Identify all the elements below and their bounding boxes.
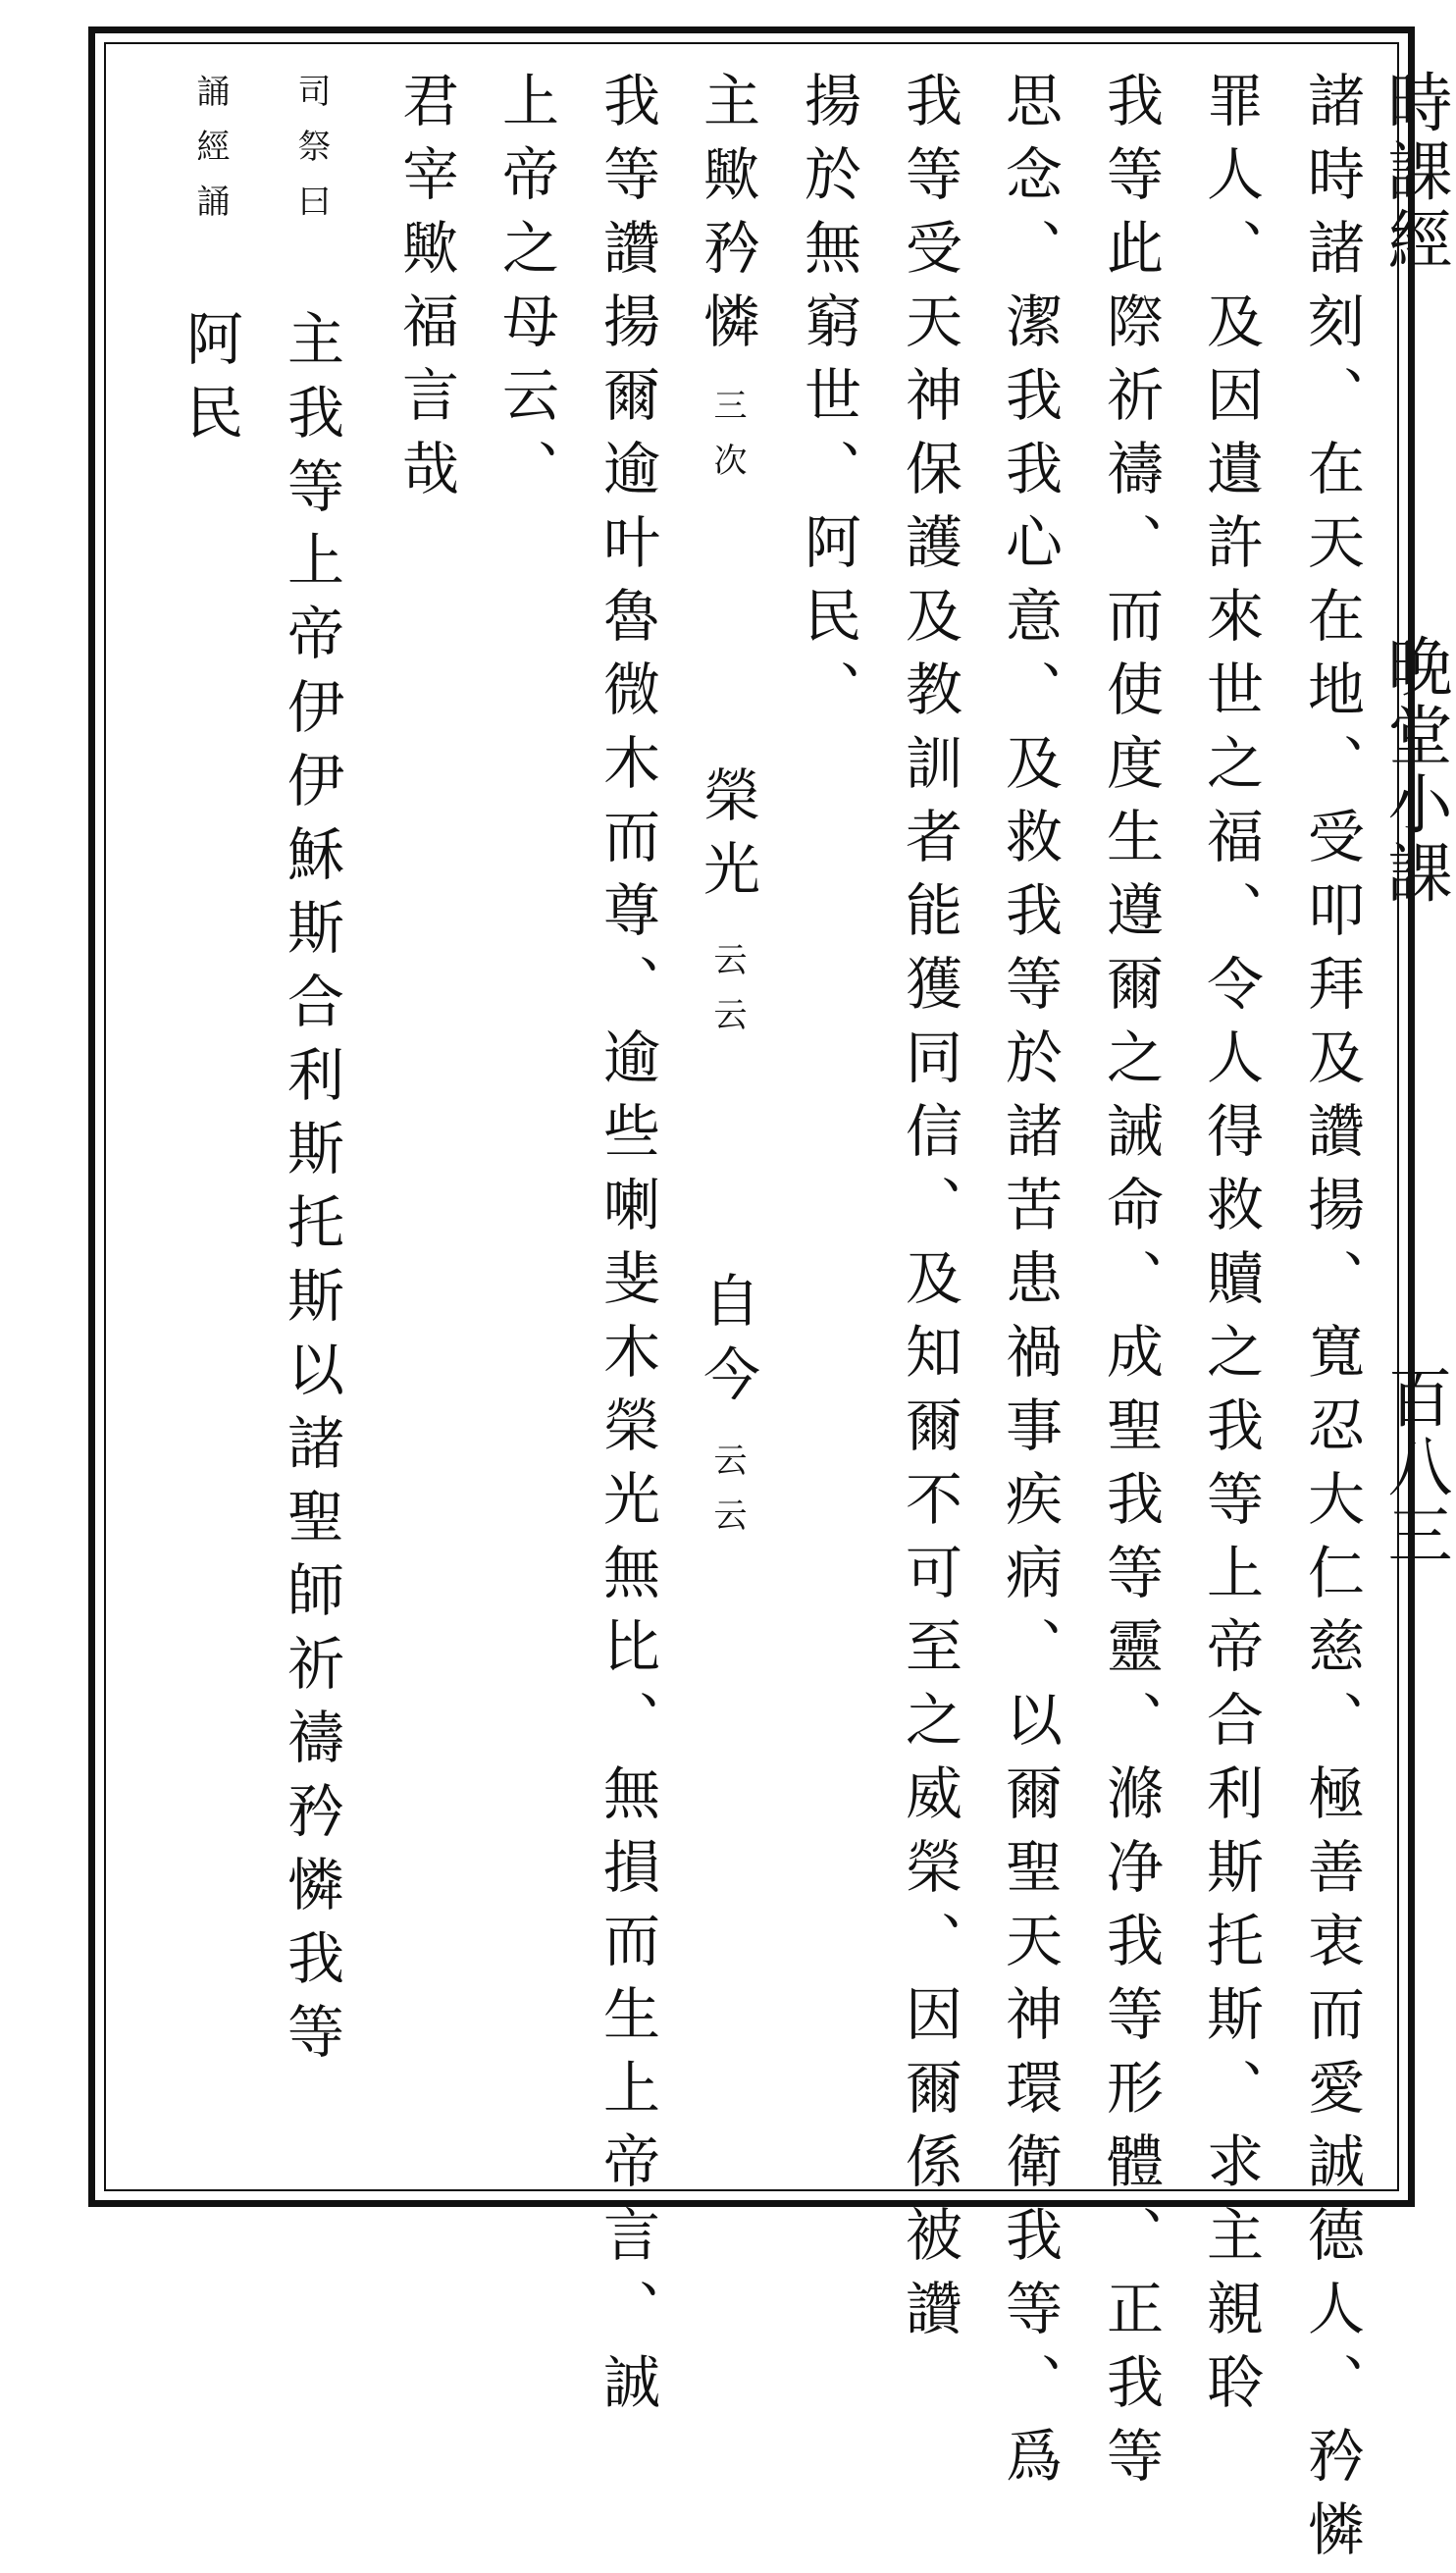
reader-label: 誦經誦 — [190, 74, 230, 238]
rubric-glory-etc: 云云 — [707, 942, 747, 1052]
rubric-from-now-etc: 云云 — [707, 1443, 747, 1552]
rubric-thrice: 三次 — [707, 388, 747, 498]
kyrie-line: 主歟矜憐 — [694, 71, 760, 365]
running-title: 時課經 — [1377, 69, 1452, 275]
text-column-3: 我等此際祈禱、而使度生遵爾之誡命、成聖我等靈、滌净我等形體、正我等 — [1097, 71, 1164, 2499]
text-column-8: 我等讚揚爾逾叶魯微木而尊、逾些喇斐木榮光無比、無損而生上帝言、誠 — [594, 71, 660, 2426]
rubric-glory: 榮光 — [694, 765, 760, 913]
text-column-9: 上帝之母云、 — [493, 71, 559, 512]
text-column-2: 罪人、及因遺許來世之福、令人得救贖之我等上帝合利斯托斯、求主親聆 — [1197, 71, 1264, 2426]
text-column-6: 揚於無窮世、阿民、 — [795, 71, 861, 733]
text-column-4: 思念、潔我我心意、及救我等於諸苦患禍事疾病、以爾聖天神環衛我等、爲 — [996, 71, 1063, 2499]
priest-label: 司祭曰 — [291, 74, 331, 238]
text-column-1: 諸時諸刻、在天在地、受叩拜及讚揚、寬忍大仁慈、極善衷而愛誠德人、矜憐 — [1298, 71, 1365, 2573]
text-column-10: 君宰歟福言哉 — [392, 71, 459, 512]
text-column-11: 主我等上帝伊伊穌斯合利斯托斯以諸聖師祈禱矜憐我等 — [278, 309, 344, 2075]
amen: 阿民 — [177, 309, 243, 456]
section-title: 晚堂小課 — [1377, 633, 1452, 908]
page-number: 百八三 — [1377, 1364, 1452, 1570]
text-column-5: 我等受天神保護及教訓者能獲同信、及知爾不可至之威榮、因爾係被讚 — [896, 71, 962, 2352]
rubric-from-now: 自今 — [694, 1271, 760, 1418]
